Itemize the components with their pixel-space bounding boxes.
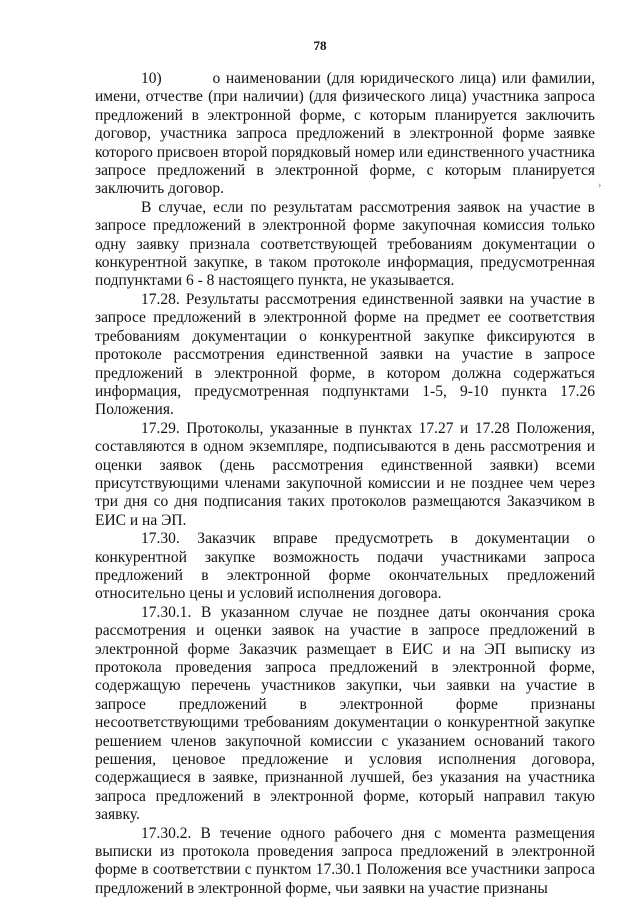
paragraph-item-10: 10) о наименовании (для юридического лица) или фамилии, имени, отчестве (при наличии) (для физического лица) участника запроса предложений в электронной форме, с которым планируется заключить договор, участника запроса предложений в электронной форме заявке которого присвоен второй порядковый номер или единственного участника запросе предложений в электронной форме, с которым планируется заключить договор. <box>95 70 595 198</box>
paragraph-17-30: 17.30. Заказчик вправе предусмотреть в документации о конкурентной закупке возможность подачи участниками запроса предложений в электронной форме окончательных предложений относительно цены и условий исполнения договора. <box>95 530 595 603</box>
paragraph-17-29: 17.29. Протоколы, указанные в пунктах 17.27 и 17.28 Положения, составляются в одном экземпляре, подписываются в день рассмотрения и оценки заявок (день рассмотрения единственной заявки) всеми присутствующими членами закупочной комиссии и не позднее чем через три дня со дня подписания таких протоколов размещаются Заказчиком в ЕИС и на ЭП. <box>95 419 595 529</box>
scan-speck-mark: › <box>598 180 602 191</box>
document-body <box>95 70 595 898</box>
paragraph-17-30-1: 17.30.1. В указанном случае не позднее даты окончания срока рассмотрения и оценки заявок на участие в запросе предложений в электронной форме Заказчик размещает в ЕИС и на ЭП выписку из протокола проведения запроса предложений в электронной форме, содержащую перечень участников закупки, чьи заявки на участие в запросе предложений в электронной форме признаны несоответствующими требованиям документации о конкурентной закупке решением членов закупочной комиссии с указанием оснований такого решения, ценовое предложение и условия исполнения договора, содержащиеся в заявке, признанной лучшей, без указания на участника запроса предложений в электронной форме, который направил такую заявку. <box>95 603 595 824</box>
paragraph-17-28: 17.28. Результаты рассмотрения единственной заявки на участие в запросе предложений в электронной форме на предмет ее соответствия требованиям документации о конкурентной закупке фиксируются в протоколе рассмотрения единственной заявки на участие в запросе предложений в электронной форме, в котором должна содержаться информация, предусмотренная подпунктами 1-5, 9-10 пункта 17.26 Положения. <box>95 290 595 419</box>
page-number: 78 <box>313 38 327 53</box>
paragraph-17-30-2: 17.30.2. В течение одного рабочего дня с момента размещения выписки из протокола проведения запроса предложений в электронной форме в соответствии с пунктом 17.30.1 Положения все участники запроса предложений в электронной форме, чьи заявки на участие признаны <box>95 824 595 897</box>
paragraph-single-application-note: В случае, если по результатам рассмотрения заявок на участие в запросе предложений в электронной форме закупочная комиссия только одну заявку признала соответствующей требованиям документации о конкурентной закупке, в таком протоколе информация, предусмотренная подпунктами 6 - 8 настоящего пункта, не указывается. <box>95 198 595 290</box>
